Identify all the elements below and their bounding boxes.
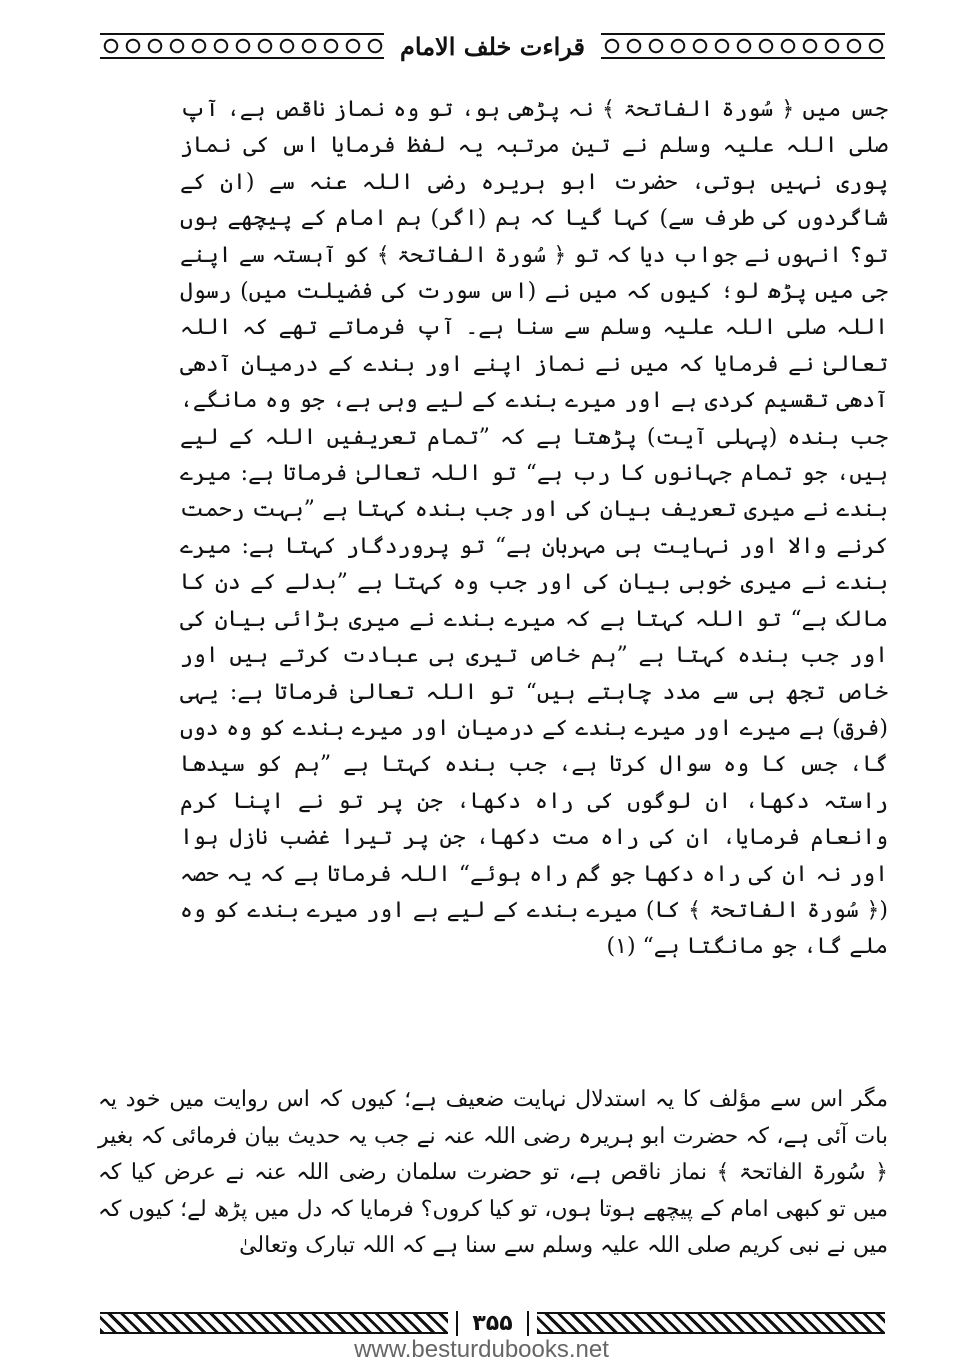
hadith-quotation: جس میں ﴿ سُورۃ الفاتحۃ ﴾ نہ پڑھی ہو، تو وہ نماز ناقص ہے، آپ صلی اللہ علیہ وسلم نے تین مرتبہ یہ لفظ فرمایا اس کی نماز پوری نہیں ہوتی، حضرت ابو ہریرہ رضی اللہ عنہ سے (ان کے شاگردوں کی طرف سے) کہا گیا کہ ہم (اگر) ہم امام کے پیچھے ہوں تو؟ انہوں نے جواب دیا کہ تو ﴿ سُورۃ الفاتحۃ ﴾ کو آہستہ سے اپنے جی میں پڑھ لو؛ کیوں کہ میں نے (اس سورت کی فضیلت میں) رسول اللہ صلی اللہ علیہ وسلم سے سنا ہے۔ آپ فرماتے تھے کہ اللہ تعالیٰ نے فرمایا کہ میں نے نماز اپنے اور بندے کے درمیان آدھی آدھی تقسیم کردی ہے اور میرے بندے کے لیے وہی ہے، جو وہ مانگے، جب بندہ (پہلی آیت) پڑھتا ہے کہ ”تمام تعریفیں اللہ کے لیے ہیں، جو تمام جہانوں کا رب ہے“ تو اللہ تعالیٰ فرماتا ہے: میرے بندے نے میری تعریف بیان کی اور جب بندہ کہتا ہے ”بہت رحمت کرنے والا اور نہایت ہی مہربان ہے“ تو پروردگار کہتا ہے: میرے بندے نے میری خوبی بیان کی اور جب وہ کہتا ہے ”بدلے کے دن کا مالک ہے“ تو اللہ کہتا ہے کہ میرے بندے نے میری بڑائی بیان کی اور جب بندہ کہتا ہے ”ہم خاص تیری ہی عبادت کرتے ہیں اور خاص تجھ ہی سے مدد چاہتے ہیں“ تو اللہ تعالیٰ فرماتا ہے: یہی (فرق) ہے میرے اور میرے بندے کے درمیان اور میرے بندے کو وہ دوں گا، جس کا وہ سوال کرتا ہے، جب بندہ کہتا ہے ”ہم کو سیدھا راستہ دکھا، ان لوگوں کی راہ دکھا، جن پر تو نے اپنا کرم وانعام فرمایا، ان کی راہ مت دکھا، جن پر تیرا غضب نازل ہوا اور نہ ان کی راہ دکھا جو گم راہ ہوئے“ اللہ فرماتا ہے کہ یہ حصہ (﴿ سُورۃ الفاتحۃ ﴾ کا) میرے بندے کے لیے ہے اور میرے بندے کو وہ ملے گا، جو مانگتا ہے“ (۱) <box>180 97 888 960</box>
page-header <box>100 30 885 62</box>
website-watermark: www.besturdubooks.net <box>354 1336 609 1363</box>
running-title: قراءت خلف الامام <box>400 31 585 61</box>
body-paragraph: مگر اس سے مؤلف کا یہ استدلال نہایت ضعیف ہے؛ کیوں کہ اس روایت میں خود یہ بات آئی ہے، کہ حضرت ابو ہریرہ رضی اللہ عنہ نے جب یہ حدیث بیان فرمائی کہ بغیر ﴿ سُورۃ الفاتحۃ ﴾ نماز ناقص ہے، تو حضرت سلمان رضی اللہ عنہ نے عرض کیا کہ میں تو کبھی امام کے پیچھے ہوتا ہوں، تو کیا کروں؟ فرمایا کہ دل میں پڑھ لے؛ کیوں کہ میں نے نبی کریم صلی اللہ علیہ وسلم سے سنا ہے کہ اللہ تبارک وتعالیٰ <box>98 1087 888 1258</box>
header-ornament-right <box>601 33 885 59</box>
header-ornament-left <box>100 33 384 59</box>
footer-ornament-left <box>100 1312 448 1334</box>
footer-ornament-right <box>537 1312 885 1334</box>
page-footer <box>100 1310 885 1336</box>
page-number: ۳۵۵ <box>456 1311 528 1336</box>
